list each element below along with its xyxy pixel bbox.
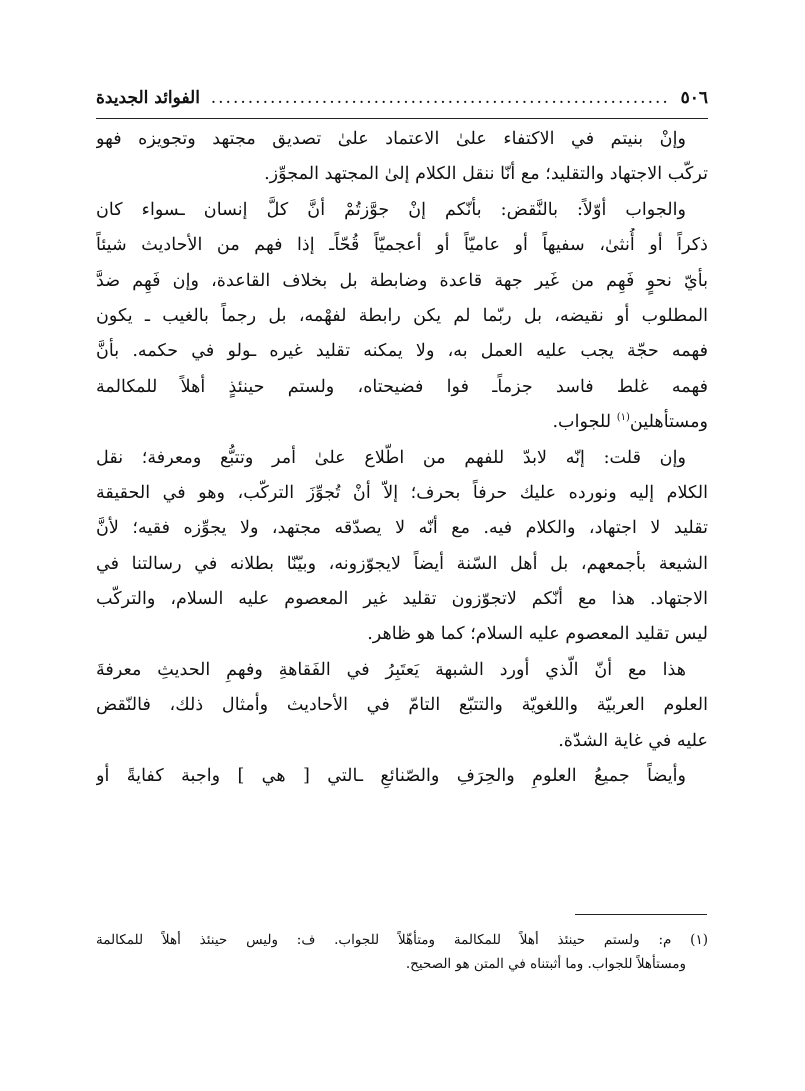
text-line: والجواب أوّلاً: بالنَّقض: بأنّكم إنْ جوَّزتُمْ أنَّ كلَّ إنسان ـسواء كان [96,199,686,220]
text-line: فهمه حجّة يجب عليه العمل به، ولا يمكنه تقليد غيره ـولو في حكمه. بأنَّ [96,341,708,362]
text-line: تقليد لا اجتهاد، والكلام فيه. مع أنّه لا يصدّقه مجتهد، ولا يجوِّزه فقيه؛ لأنَّ [96,518,708,539]
text-line: وإن قلت: إنّه لابدّ للفهم من اطّلاع علىٰ أمر وتتبُّع ومعرفة؛ نقل [96,447,686,468]
text-line: هذا مع أنّ الّذي أورد الشبهة يَعتَبِرُ في الفَقاهةِ وفهمِ الحديثِ معرفةَ [96,659,686,680]
footnote-marker[interactable]: (١) [616,412,630,424]
footnote-line: ومستأهلاً للجواب. وما أثبتناه في المتن هو الصحيح. [405,956,686,972]
text-line: عليه في غاية الشدّة. [558,730,708,751]
text-fragment: ومستأهلين [629,412,708,433]
text-line: الكلام إليه ونورده عليك حرفاً بحرف؛ إلاّ أنْ تُجوِّزَ التركّب، وهو في الحقيقة [96,482,708,503]
text-line: وإنْ بنيتم في الاكتفاء علىٰ الاعتماد علىٰ تصديق مجتهد وتجويزه فهو [96,129,686,149]
footnote-line: (١) م: ولستم حينئذ أهلاً للمكالمة ومتأهّلاً للجواب. ف: وليس حينئذ أهلاً للمكالمة [96,932,708,948]
text-line: تركّب الاجتهاد والتقليد؛ مع أنّا ننقل الكلام إلىٰ المجتهد المجوِّز. [264,164,708,185]
text-line: فهمه غلط فاسد جزماًـ فوا فضيحتاه، ولستم حينئذٍ أهلاً للمكالمة [96,376,708,397]
text-fragment: للجواب. [552,412,612,433]
text-line: بأيّ نحوٍ فَهِم من غَير جهة قاعدة وضابطة بل بخلاف القاعدة، وإن فَهِم ضدَّ [96,270,708,291]
header-leader-dots: .............................................................. [210,88,670,108]
text-line: ليس تقليد المعصوم عليه السلام؛ كما هو ظاهر. [367,624,708,645]
text-line: وأيضاً جميعُ العلومِ والحِرَفِ والصّنائعِ ـالتي [ هي ] واجبة كفايةً أو [96,766,686,787]
running-header [96,82,708,114]
text-line: الاجتهاد. هذا مع أنّكم لاتجوّزون تقليد غير المعصوم عليه السلام، والتركّب [96,589,708,610]
header-rule [96,118,708,119]
text-line: المطلوب أو نقيضه، بل ربّما لم يكن رابطة لفهْمه، بل رجماً بالغيب ـ يكون [96,305,708,326]
book-title: الفوائد الجديدة [96,88,200,108]
footnotes [96,928,708,976]
text-line-with-footnote [96,405,708,440]
text-line: الشيعة بأجمعهم، بل أهل السّنة أيضاً لايجوّزونه، وبيّنّا بطلانه في رسالتنا في [96,553,708,574]
main-text [96,122,708,794]
page-number: ٥٠٦ [680,88,708,108]
text-line: ذكراً أو أُنثىٰ، سفيهاً أو عاميّاً أو أعجميّاً قُحّاًـ إذا فهم من الأحاديث شيئاً [96,235,708,256]
text-line: العلوم العربيّة واللغويّة والتتبّع التامّ في الأحاديث وأمثال ذلك، فالنّقض [96,695,708,716]
footnote-rule [575,914,707,915]
